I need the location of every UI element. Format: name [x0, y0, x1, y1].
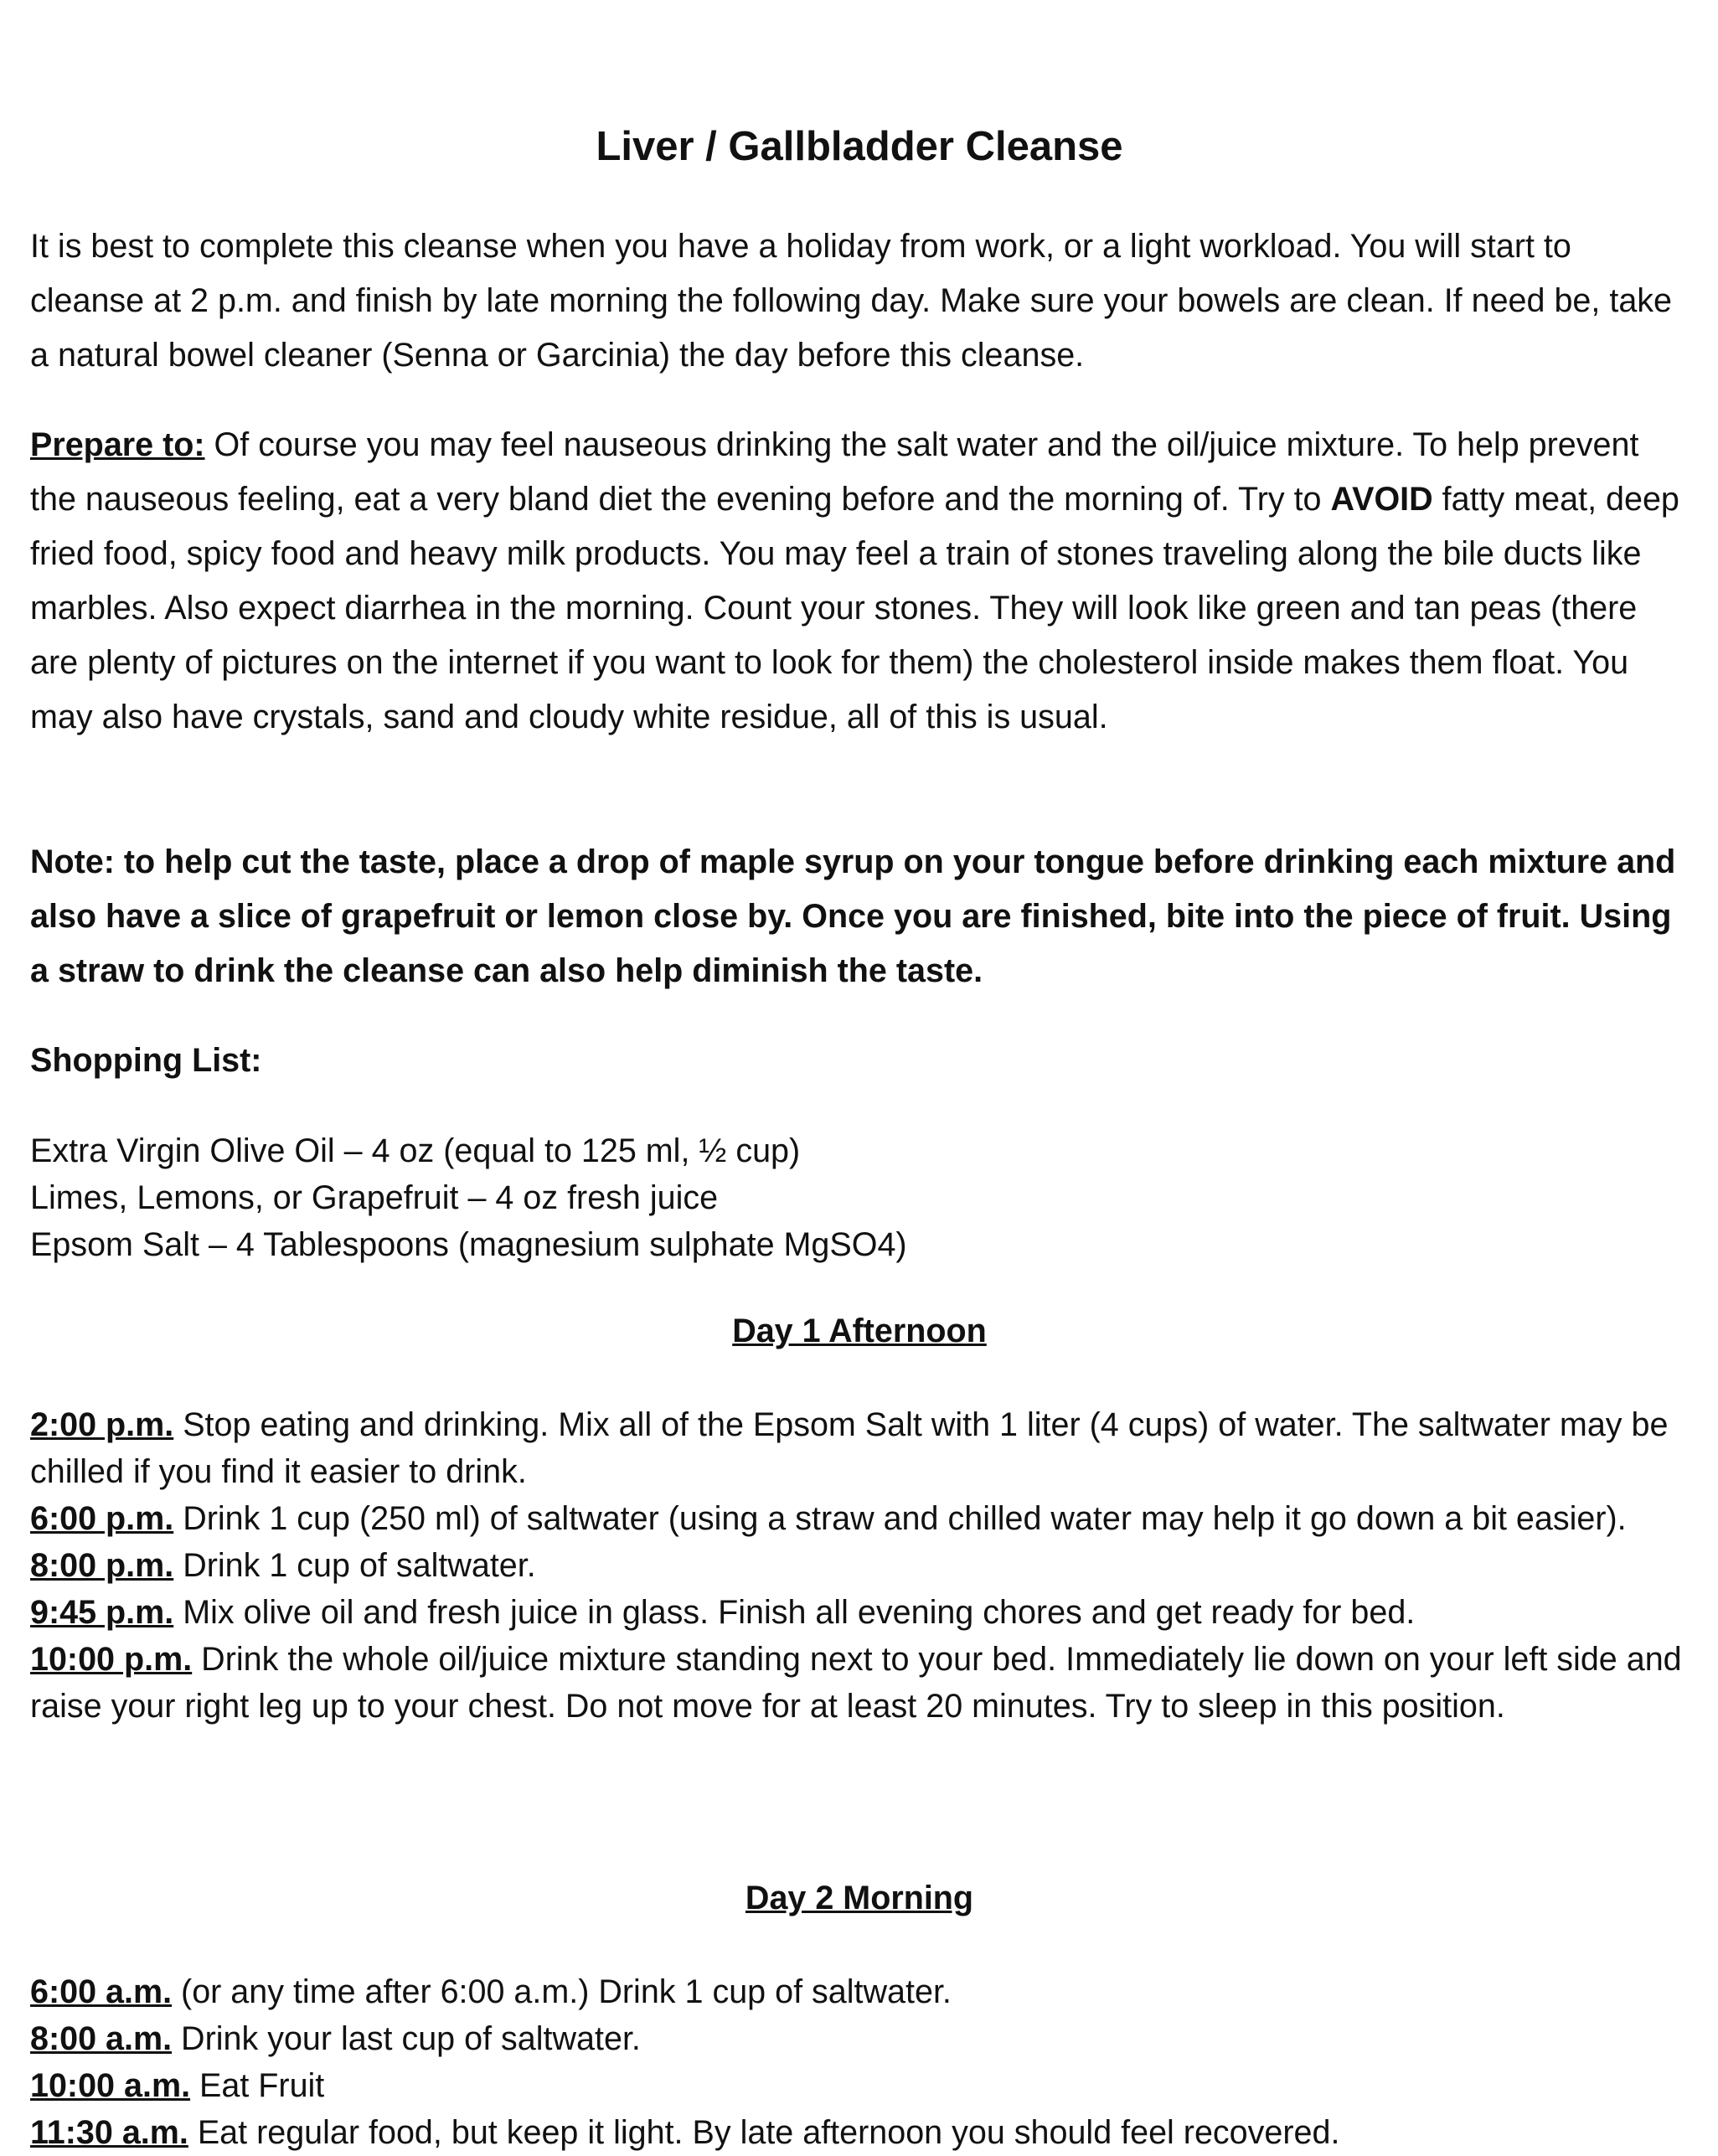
- entry-text: (or any time after 6:00 a.m.) Drink 1 cup of saltwater.: [172, 1973, 952, 2010]
- schedule-entry: [30, 1495, 1689, 1542]
- document-title: Liver / Gallbladder Cleanse: [596, 124, 1123, 169]
- schedule-entry: [30, 1968, 1689, 2015]
- shopping-item-olive-oil: Extra Virgin Olive Oil – 4 oz (equal to 125 ml, ½ cup): [30, 1132, 801, 1169]
- shopping-item-epsom-salt: Epsom Salt – 4 Tablespoons (magnesium sulphate MgSO4): [30, 1226, 907, 1263]
- shopping-heading: Shopping List:: [30, 1042, 262, 1079]
- entry-text: Eat regular food, but keep it light. By late afternoon you should feel recovered.: [188, 2114, 1340, 2151]
- schedule-entry: [30, 2109, 1689, 2156]
- prepare-text-2: fatty meat, deep fried food, spicy food and heavy milk products. You may feel a train of stones traveling along the bile ducts like marbles. Also expect diarrhea in the morning. Count your stones. They will look like green and tan peas (there are plenty of pictures on the internet if you want to look for them) the cholesterol inside makes them float. You may also have crystals, sand and cloudy white residue, all of this is usual.: [30, 481, 1679, 735]
- entry-text: Stop eating and drinking. Mix all of the Epsom Salt with 1 liter (4 cups) of water. The saltwater may be chilled if you find it easier to drink.: [30, 1406, 1669, 1490]
- entry-time: 9:45 p.m.: [30, 1594, 174, 1631]
- prepare-text-1: Of course you may feel nauseous drinking the salt water and the oil/juice mixture. To help prevent the nauseous feeling, eat a very bland diet the evening before and the morning of. Try to: [30, 426, 1639, 518]
- schedule-entry: [30, 1636, 1689, 1730]
- day1-schedule: [30, 1401, 1689, 1730]
- schedule-entry: [30, 1589, 1689, 1636]
- schedule-entry: [30, 1401, 1689, 1495]
- entry-text: Drink your last cup of saltwater.: [172, 2020, 641, 2057]
- entry-time: 2:00 p.m.: [30, 1406, 174, 1443]
- schedule-entry: [30, 1542, 1689, 1589]
- prepare-label: Prepare to:: [30, 426, 205, 463]
- day2-heading: Day 2 Morning: [745, 1880, 974, 1916]
- avoid-keyword: AVOID: [1330, 481, 1433, 518]
- entry-time: 8:00 p.m.: [30, 1547, 174, 1584]
- entry-text: Mix olive oil and fresh juice in glass. Finish all evening chores and get ready for bed.: [173, 1594, 1416, 1631]
- entry-time: 10:00 p.m.: [30, 1641, 193, 1678]
- entry-time: 10:00 a.m.: [30, 2067, 191, 2104]
- entry-time: 6:00 p.m.: [30, 1500, 174, 1537]
- day2-schedule: [30, 1968, 1689, 2156]
- intro-paragraph: It is best to complete this cleanse when you have a holiday from work, or a light workload. You will start to cleanse at 2 p.m. and finish by late morning the following day. Make sure your bowels are clean. If need be, take a natural bowel cleaner (Senna or Garcinia) the day before this cleanse.: [30, 228, 1673, 374]
- entry-text: Eat Fruit: [190, 2067, 325, 2104]
- entry-text: Drink 1 cup of saltwater.: [173, 1547, 536, 1584]
- entry-time: 8:00 a.m.: [30, 2020, 173, 2057]
- schedule-entry: [30, 2062, 1689, 2109]
- note-paragraph: Note: to help cut the taste, place a drop of maple syrup on your tongue before drinking each mixture and also have a slice of grapefruit or lemon close by. Once you are finished, bite into the piece of fruit. Using a straw to drink the cleanse can also help diminish the taste.: [30, 843, 1676, 989]
- shopping-item-citrus: Limes, Lemons, or Grapefruit – 4 oz fresh juice: [30, 1179, 719, 1216]
- entry-time: 6:00 a.m.: [30, 1973, 173, 2010]
- day1-heading: Day 1 Afternoon: [732, 1313, 987, 1349]
- schedule-entry: [30, 2015, 1689, 2062]
- prepare-paragraph: [30, 418, 1689, 745]
- entry-text: Drink the whole oil/juice mixture standing next to your bed. Immediately lie down on your left side and raise your right leg up to your chest. Do not move for at least 20 minutes. Try to sleep in this position.: [30, 1641, 1682, 1725]
- entry-time: 11:30 a.m.: [30, 2114, 188, 2151]
- shopping-list: [30, 1127, 1689, 1268]
- entry-text: Drink 1 cup (250 ml) of saltwater (using a straw and chilled water may help it go down a bit easier).: [173, 1500, 1627, 1537]
